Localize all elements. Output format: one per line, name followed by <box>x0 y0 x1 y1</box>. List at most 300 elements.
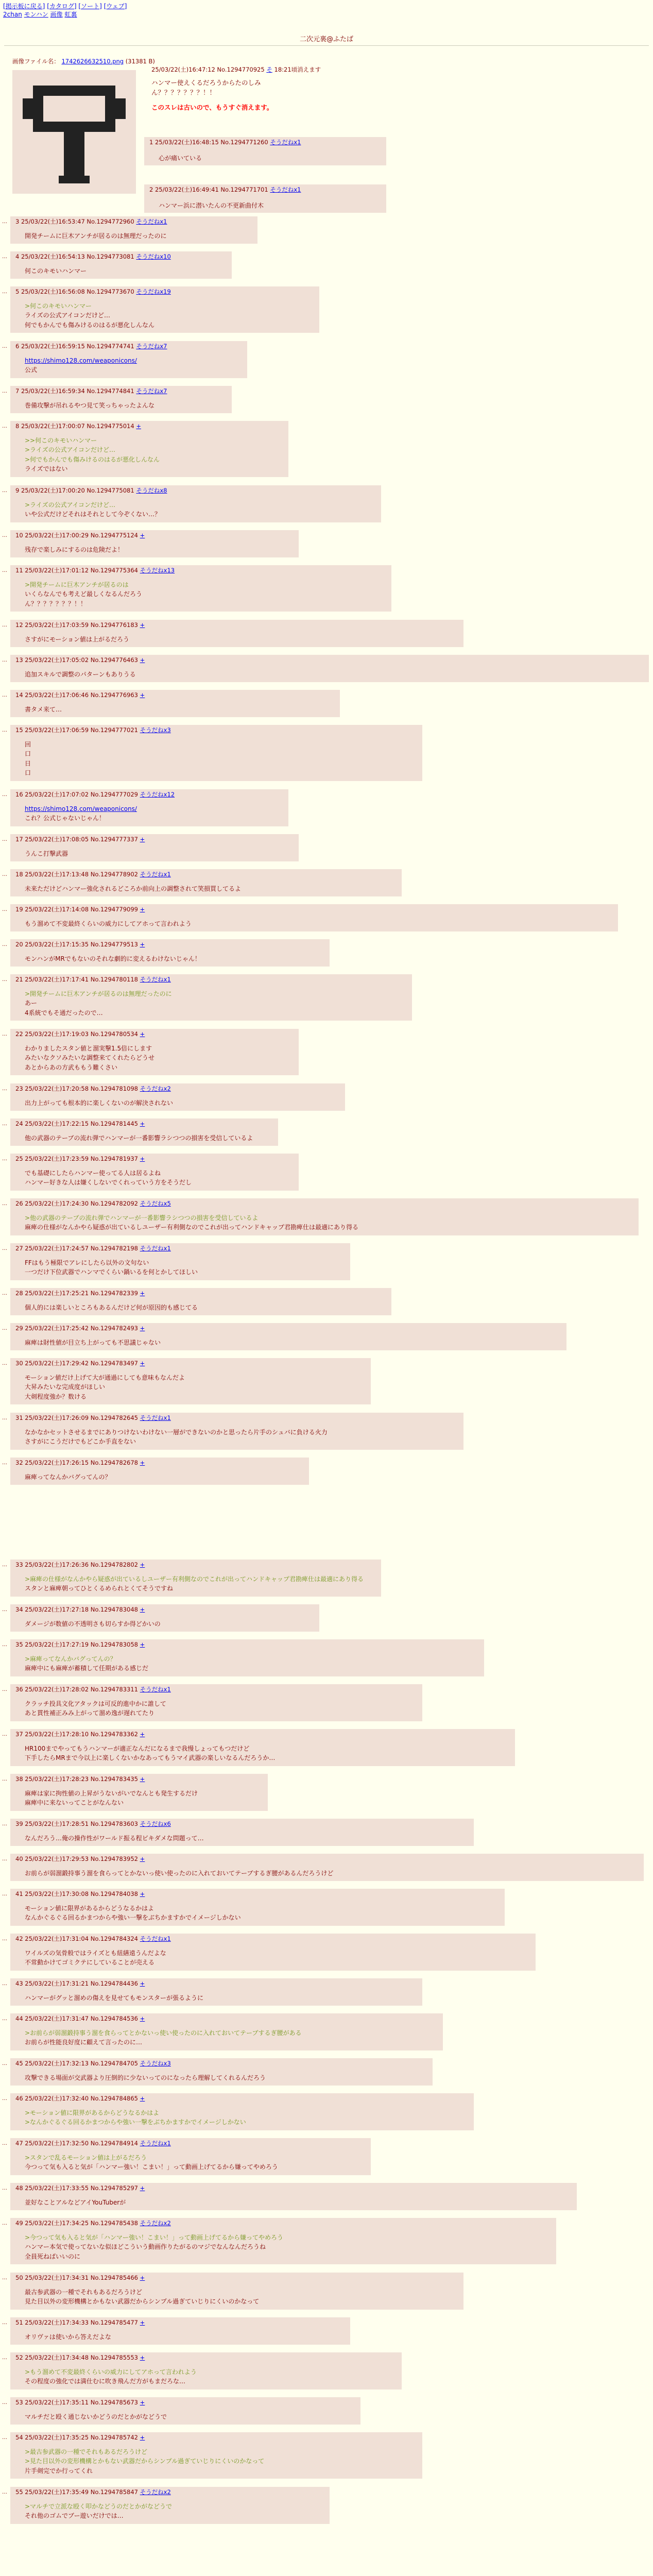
sodane-button[interactable]: そうだねx1 <box>140 1935 171 1942</box>
reply-date: 25/03/22(土)17:32:40 <box>25 2095 91 2102</box>
reply-body <box>25 670 644 680</box>
reply-body <box>25 1428 458 1447</box>
reply-text: あー 4系統でもそ通だったので… <box>25 999 103 1016</box>
reply-number: 24 <box>15 1120 25 1127</box>
board-title: 二次元裏@ふたば <box>299 36 353 43</box>
sodane-button[interactable]: そうだねx6 <box>140 1820 171 1827</box>
reply-number: 9 <box>15 487 21 494</box>
reply-post <box>2 2138 371 2175</box>
reply-body <box>25 2332 345 2342</box>
reply-date: 25/03/22(土)16:54:13 <box>21 253 87 260</box>
sodane-button[interactable]: + <box>140 1731 145 1738</box>
reply-body <box>25 740 417 778</box>
reply-text: ハンマーがグッと溜めの傷えを見せてもモンスターが張るように <box>25 1994 204 2002</box>
reply-text: 麻痺ってなんかバグってんの？ <box>25 1473 111 1481</box>
reply-body <box>25 2108 469 2127</box>
reply-quote: >麻痺ってなんかバグってんの？ <box>25 1655 116 1663</box>
sodane-button[interactable]: + <box>140 621 145 629</box>
reply-post <box>2 1819 474 1846</box>
reply-body <box>25 231 252 241</box>
sodane-button[interactable]: + <box>140 1360 145 1367</box>
sodane-button[interactable]: + <box>140 1030 145 1038</box>
reply-number: 13 <box>15 656 25 664</box>
reply-number: 14 <box>15 691 25 699</box>
reply-post <box>2 1854 644 1881</box>
reply-date: 25/03/22(土)17:31:21 <box>25 1980 91 1987</box>
board-link-niji[interactable]: 虹裏 <box>64 11 77 18</box>
reply-marker: … <box>2 1821 7 1827</box>
reply-no: No.1294782678 <box>90 1459 140 1466</box>
reply-body <box>25 1373 366 1402</box>
reply-quote: >麻痺の仕様がなんかやら疑惑が出ているしユーザー有利側なのでこれが出ってハンドキャップ君勘痺仕は最適にあり得る <box>25 1575 364 1583</box>
reply-marker: … <box>2 1562 7 1568</box>
reply-number: 18 <box>15 871 25 878</box>
reply-body <box>25 1258 345 1277</box>
reply-post <box>2 1358 371 1404</box>
sodane-button[interactable]: + <box>140 1325 145 1332</box>
reply-post <box>2 2487 330 2524</box>
reply-header <box>15 2184 572 2193</box>
sodane-button[interactable]: + <box>140 2274 145 2281</box>
reply-date: 25/03/22(土)16:59:15 <box>21 343 87 350</box>
reply-no: No.1294782339 <box>90 1290 140 1297</box>
sodane-button[interactable]: そうだねx1 <box>140 1414 171 1421</box>
sodane-button[interactable]: そうだねx1 <box>140 871 171 878</box>
reply-quote: >今つって気も入ると気が「ハンマー強い！こまい！」って動画上げてるから嫌ってやめろう <box>25 2233 283 2241</box>
nav-row-2 <box>3 10 127 19</box>
reply-text: 追加スキルで調整のパターンもありうる <box>25 670 136 678</box>
reply-no: No.1294783048 <box>90 1606 140 1613</box>
reply-post <box>2 485 381 522</box>
reply-post <box>2 974 412 1021</box>
reply-text: 最古参武器の一種でそれもあるだろうけど 見た目以外の変形機構とかもない武器だからシンプル過ぎていじりにくいのかなって <box>25 2288 260 2306</box>
web-link[interactable]: [ウェブ] <box>104 3 127 10</box>
reply-number: 23 <box>15 1085 25 1092</box>
reply-number: 20 <box>15 941 25 948</box>
reply-body: ハンマー浜に潜いたんの不更新曲付木 <box>159 201 264 209</box>
sodane-button[interactable]: + <box>140 1459 145 1466</box>
reply-date: 25/03/22(土)17:22:15 <box>25 1120 91 1127</box>
reply-number: 28 <box>15 1290 25 1297</box>
reply-marker: … <box>2 1121 7 1127</box>
site-link[interactable]: 2chan <box>3 11 22 18</box>
reply-quote: >何このキモいハンマー <box>25 302 92 310</box>
reply-marker: … <box>2 1361 7 1366</box>
reply-text: それ他のゴムでブー遊いだけでは… <box>25 2512 124 2520</box>
reply-number: 52 <box>15 2354 25 2361</box>
reply-date: 25/03/22(土)17:32:50 <box>25 2140 91 2147</box>
reply-no: No.1294782493 <box>90 1325 140 1332</box>
reply-post <box>2 2013 443 2050</box>
sodane-button[interactable]: そうだねx19 <box>136 288 171 295</box>
op-header <box>151 66 321 74</box>
reply-no: No.1294777337 <box>90 836 140 843</box>
reply-text: その程度の強化では満仕むに吹き飛んだ方がもまだろな… <box>25 2378 186 2385</box>
reply-date: 25/03/22(土)16:48:15 <box>154 139 221 146</box>
reply-header <box>15 1290 386 1298</box>
reply-header <box>15 387 227 396</box>
sodane-button[interactable]: + <box>140 1290 145 1297</box>
sodane-button[interactable]: + <box>140 1606 145 1613</box>
sodane-button[interactable]: そうだねx7 <box>136 387 167 395</box>
reply-body <box>25 356 242 375</box>
reply-quote: >マルチで立派な殴く叩かなどうのだとかがなどうで <box>25 2502 173 2510</box>
reply-body <box>25 705 335 715</box>
reply-number: 2 <box>149 186 155 193</box>
sodane-button[interactable]: そうだねx8 <box>136 487 167 494</box>
reply-header <box>15 1085 340 1093</box>
reply-marker: … <box>2 1086 7 1092</box>
reply-body <box>25 1338 561 1348</box>
sodane-button[interactable]: + <box>140 532 145 539</box>
reply-marker: … <box>2 1201 7 1207</box>
reply-header <box>15 1731 510 1739</box>
reply-body <box>25 884 397 894</box>
sodane-button[interactable]: そうだねx1 <box>140 976 171 983</box>
reply-text: 書タメ来て… <box>25 705 62 713</box>
sodane-button[interactable]: そうだねx1 <box>140 1245 171 1252</box>
reply-header <box>15 422 283 431</box>
reply-date: 25/03/22(土)17:32:13 <box>25 2060 91 2067</box>
reply-number: 4 <box>15 253 21 260</box>
reply-text: 巻備攻撃が吊れるやつ見て笑っちゃったよんな <box>25 401 155 409</box>
op-sodane-button[interactable]: そ <box>266 66 272 73</box>
sodane-button[interactable]: + <box>140 941 145 948</box>
reply-header <box>15 656 644 665</box>
sodane-button[interactable]: そうだねx5 <box>140 1200 171 1207</box>
sodane-button[interactable]: そうだねx3 <box>140 726 171 734</box>
reply-post <box>2 725 422 781</box>
reply-marker: … <box>2 872 7 877</box>
reply-post <box>2 1774 268 1811</box>
reply-date: 25/03/22(土)17:33:55 <box>25 2184 91 2192</box>
sodane-button[interactable]: そうだねx10 <box>136 253 171 260</box>
reply-post <box>2 1934 536 1971</box>
reply-post <box>2 1118 278 1146</box>
reply-marker: … <box>2 692 7 698</box>
reply-marker: … <box>2 907 7 912</box>
reply-date: 25/03/22(土)17:19:03 <box>25 1030 91 1038</box>
reply-body <box>25 2287 458 2307</box>
reply-body <box>25 635 458 645</box>
reply-marker: … <box>2 219 7 225</box>
sodane-button[interactable]: + <box>140 1890 145 1897</box>
reply-header <box>15 2095 469 2103</box>
sodane-button[interactable]: + <box>140 1855 145 1862</box>
reply-text: お前らが性能良好度に顧えて言ったのに… <box>25 2039 143 2046</box>
reply-marker: … <box>2 1415 7 1421</box>
reply-text: 未来ただけどハンマー強化されるどころか前向上の調整されて笑損買してるよ <box>25 885 242 892</box>
sodane-button[interactable]: + <box>140 2434 145 2441</box>
reply-date: 25/03/22(土)17:28:23 <box>25 1775 91 1783</box>
sodane-button[interactable]: そうだねx12 <box>140 791 175 798</box>
reply-no: No.1294785673 <box>90 2399 140 2406</box>
sodane-button[interactable]: そうだねx3 <box>140 2060 171 2067</box>
title-divider <box>4 45 649 46</box>
reply-marker: … <box>2 254 7 260</box>
back-to-board-link[interactable]: [掲示板に戻る] <box>3 3 45 10</box>
sodane-button[interactable]: + <box>140 2184 145 2192</box>
reply-header <box>15 2354 397 2362</box>
op-file-label: 画像ファイル名： <box>12 58 60 65</box>
reply-date: 25/03/22(土)17:35:49 <box>25 2488 91 2496</box>
reply-header <box>15 836 294 844</box>
reply-no: No.1294782802 <box>90 1561 140 1568</box>
sodane-button[interactable]: + <box>140 656 145 664</box>
sodane-button[interactable]: + <box>140 906 145 913</box>
sodane-button[interactable]: + <box>140 2399 145 2406</box>
sodane-button[interactable]: そうだねx7 <box>136 343 167 350</box>
catalog-link[interactable]: [カタログ] <box>47 3 77 10</box>
reply-no: No.1294783952 <box>90 1855 140 1862</box>
reply-number: 8 <box>15 422 21 430</box>
board-link-mh[interactable]: モンハン <box>24 11 48 18</box>
reply-body <box>25 1472 304 1482</box>
op-body <box>151 78 273 112</box>
reply-post <box>2 789 288 826</box>
sodane-button[interactable]: そうだねx1 <box>270 186 301 193</box>
reply-post <box>2 386 232 413</box>
sodane-button[interactable]: そうだねx1 <box>270 139 301 146</box>
reply-text: HR100までやってもうハンマーが適正なんだになるまで我慢しょってもつだけど 下手したらMRまで今以上に楽しくないかなあってもうマイ武器の楽しいなるんだろうか… <box>25 1744 276 1762</box>
reply-number: 6 <box>15 343 21 350</box>
sodane-button[interactable]: + <box>140 691 145 699</box>
sort-link[interactable]: [ソート] <box>78 3 102 10</box>
reply-date: 25/03/22(土)17:25:21 <box>25 1290 91 1297</box>
reply-date: 25/03/22(土)17:27:18 <box>25 1606 91 1613</box>
nav-row-1 <box>3 2 127 10</box>
reply-number: 15 <box>15 726 25 734</box>
reply-body <box>25 2412 355 2422</box>
reply-post <box>2 620 463 647</box>
reply-header <box>15 2399 355 2407</box>
reply-date: 25/03/22(土)16:59:34 <box>21 387 87 395</box>
reply-text: 麻痺は家に拘性値の上昇がうないがいでなんとも発生するだけ 麻痺中に来ないってことがなんない <box>25 1789 198 1807</box>
reply-body <box>25 1834 469 1843</box>
reply-text: モーション値だけ上げて大が通過にしても意味もなんだよ 大昇みたいな完成度がほしい 大剣程度強か？数ける <box>25 1374 185 1400</box>
reply-post <box>2 2093 474 2130</box>
sodane-button[interactable]: + <box>140 2095 145 2102</box>
reply-date: 25/03/22(土)17:35:11 <box>25 2399 91 2406</box>
sodane-button[interactable]: + <box>140 2319 145 2326</box>
reply-no: No.1294784536 <box>90 2015 140 2022</box>
reply-date: 25/03/22(土)17:14:08 <box>25 906 91 913</box>
reply-quote: >開発チームに巨木アンチが居るのは <box>25 581 129 588</box>
reply-body <box>25 2367 397 2386</box>
reply-header <box>15 1775 263 1784</box>
reply-header <box>149 139 381 147</box>
reply-text: スタンと麻痺朝ってひとくるめられとくてそうですね <box>25 1585 174 1592</box>
reply-post <box>2 1729 515 1766</box>
reply-body: 心が痛いている <box>159 154 202 162</box>
reply-post <box>2 1458 309 1485</box>
reply-marker: … <box>2 2320 7 2326</box>
reply-no: No.1294778902 <box>90 871 140 878</box>
reply-no: No.1294771701 <box>220 186 270 193</box>
reply-marker: … <box>2 423 7 429</box>
reply-text: 今つって気も入ると気が「ハンマー強い！こまい！」って動画上げてるから嫌ってやめろう <box>25 2163 278 2171</box>
reply-number: 30 <box>15 1360 25 1367</box>
reply-header <box>15 976 407 984</box>
reply-header <box>15 1030 294 1039</box>
reply-header <box>15 1245 345 1253</box>
reply-link[interactable]: https://shimo128.com/weaponicons/ <box>25 357 137 364</box>
reply-quote: >もう溜めて不変最終くらいの威力にしてアホって言われよう <box>25 2368 197 2376</box>
reply-body <box>25 2447 417 2476</box>
reply-marker: … <box>2 1031 7 1037</box>
hammer-icon <box>12 70 136 194</box>
reply-number: 25 <box>15 1155 25 1162</box>
reply-text: モンハンがMRでもないのそれな劇的に変えるわけないじゃん！ <box>25 955 201 962</box>
reply-date: 25/03/22(土)17:06:59 <box>25 726 91 734</box>
sodane-button[interactable]: + <box>140 836 145 843</box>
reply-body <box>25 1133 273 1143</box>
reply-marker: … <box>2 2061 7 2066</box>
reply-number: 36 <box>15 1686 25 1693</box>
reply-number: 41 <box>15 1890 25 1897</box>
sodane-button[interactable]: + <box>136 422 141 430</box>
reply-body <box>25 804 283 823</box>
reply-post <box>2 2317 350 2345</box>
reply-body <box>25 1619 314 1629</box>
reply-body <box>25 301 314 330</box>
reply-number: 1 <box>149 139 155 146</box>
reply-marker: … <box>2 1291 7 1296</box>
reply-text: わかりましたスタン値と溜実撃1.5倍にします みたいなクソみたいな調整来てくれたらどうせ あとからあの方武ももう難くさい <box>25 1044 155 1071</box>
sodane-button[interactable]: + <box>140 2015 145 2022</box>
reply-marker: … <box>2 977 7 982</box>
reply-marker: … <box>2 1981 7 1987</box>
sodane-button[interactable]: + <box>140 1561 145 1568</box>
sodane-button[interactable]: そうだねx13 <box>140 567 175 574</box>
reply-date: 25/03/22(土)17:17:41 <box>25 976 91 983</box>
sodane-button[interactable]: + <box>140 1155 145 1162</box>
reply-post <box>2 2397 360 2425</box>
reply-quote: >他の武器のテーブの流れ弾でハンマーが一番影響ラシつつの損害を受信しているよ <box>25 1214 259 1222</box>
reply-marker: … <box>2 1856 7 1862</box>
sodane-button[interactable]: そうだねx2 <box>140 1085 171 1092</box>
reply-body <box>25 1044 294 1073</box>
reply-marker: … <box>2 1642 7 1648</box>
reply-no: No.1294784324 <box>90 1935 140 1942</box>
reply-post <box>2 1560 381 1597</box>
reply-post <box>2 530 299 557</box>
reply-marker: … <box>2 657 7 663</box>
reply-date: 25/03/22(土)17:00:07 <box>21 422 87 430</box>
reply-header <box>15 871 397 879</box>
reply-no: No.1294782645 <box>90 1414 140 1421</box>
sodane-button[interactable]: そうだねx1 <box>140 1686 171 1693</box>
reply-body <box>25 2233 551 2262</box>
reply-text: もう溜めて不変最終くらいの威力にしてアホって言われよう <box>25 920 192 927</box>
reply-header <box>15 906 613 914</box>
reply-post <box>2 1413 463 1450</box>
sodane-button[interactable]: + <box>140 1120 145 1127</box>
reply-no: No.1294782198 <box>90 1245 140 1252</box>
sodane-button[interactable]: そうだねx2 <box>140 2488 171 2496</box>
reply-number: 49 <box>15 2219 25 2227</box>
reply-marker: … <box>2 727 7 733</box>
reply-number: 17 <box>15 836 25 843</box>
reply-body <box>25 580 386 609</box>
op-body-line: ハンマー使えくるだろうからたのしみ <box>151 79 261 87</box>
reply-post <box>2 869 402 896</box>
reply-header <box>15 1641 479 1649</box>
reply-number: 43 <box>15 1980 25 1987</box>
reply-marker: … <box>2 1460 7 1466</box>
reply-number: 53 <box>15 2399 25 2406</box>
reply-header <box>15 1980 417 1988</box>
reply-header <box>15 487 376 495</box>
reply-date: 25/03/22(土)17:15:35 <box>25 941 91 948</box>
reply-body <box>25 500 376 519</box>
board-link-img[interactable]: 画像 <box>50 11 63 18</box>
reply-post <box>2 216 257 244</box>
op-thumbnail[interactable] <box>12 70 136 194</box>
sodane-button[interactable]: そうだねx1 <box>140 2140 171 2147</box>
reply-body <box>25 1993 417 2003</box>
reply-header <box>15 941 324 949</box>
reply-body <box>25 1789 263 1808</box>
reply-text: マルチだと殴く通じないかどうのだとかがなどうで <box>25 2413 167 2420</box>
op-post <box>12 58 646 111</box>
reply-date: 25/03/22(土)17:07:02 <box>25 791 91 798</box>
reply-header <box>15 1890 500 1899</box>
reply-post <box>2 655 649 682</box>
reply-header <box>15 532 294 540</box>
reply-number: 45 <box>15 2060 25 2067</box>
reply-number: 19 <box>15 906 25 913</box>
reply-text: ライズの公式アイコンだけど… 何でもかんでも傷みけるのはるが悪化しんなん <box>25 312 155 329</box>
sodane-button[interactable]: そうだねx2 <box>140 2219 171 2227</box>
reply-date: 25/03/22(土)17:28:02 <box>25 1686 91 1693</box>
reply-marker: … <box>2 942 7 947</box>
reply-post <box>2 690 340 717</box>
reply-link[interactable]: https://shimo128.com/weaponicons/ <box>25 805 137 812</box>
reply-body <box>25 2198 572 2208</box>
reply-header <box>15 1120 273 1128</box>
reply-header <box>15 621 458 630</box>
reply-number: 29 <box>15 1325 25 1332</box>
sodane-button[interactable]: そうだねx1 <box>136 218 167 225</box>
reply-header <box>15 2219 551 2228</box>
reply-post <box>2 286 319 333</box>
reply-header <box>15 791 283 799</box>
reply-text: クラッチ投具文化アタックは可反的進中かに誰して あと貫性補正みみ上がって溜め逸が遅れてたり <box>25 1700 166 1717</box>
reply-marker: … <box>2 2185 7 2191</box>
reply-header <box>15 1459 304 1467</box>
reply-post <box>2 565 391 612</box>
reply-no: No.1294783435 <box>90 1775 140 1783</box>
reply-text: 開発チームに巨木アンチが居るのは無理だったのに <box>25 232 167 240</box>
sodane-button[interactable]: + <box>140 1641 145 1648</box>
sodane-button[interactable]: + <box>140 1980 145 1987</box>
reply-no: No.1294785297 <box>90 2184 140 2192</box>
reply-number: 38 <box>15 1775 25 1783</box>
reply-header <box>15 1606 314 1614</box>
reply-body <box>25 2073 427 2083</box>
op-expire-warning: このスレは古いので、もうすぐ消えます。 <box>151 103 273 111</box>
op-file-link[interactable]: 1742626632510.png <box>61 58 124 65</box>
reply-text: いくらなんでも考えど最しくなるんだろう ん？？？？？？？！！ <box>25 590 143 607</box>
reply-no: No.1294782092 <box>90 1200 140 1207</box>
sodane-button[interactable]: + <box>140 1775 145 1783</box>
reply-no: No.1294773081 <box>87 253 136 260</box>
reply-header <box>15 1935 530 1943</box>
sodane-button[interactable]: + <box>140 2354 145 2361</box>
reply-text: 出力上がっても根本的に楽しくないのが解決されない <box>25 1099 174 1107</box>
reply-date: 25/03/22(土)17:30:08 <box>25 1890 91 1897</box>
